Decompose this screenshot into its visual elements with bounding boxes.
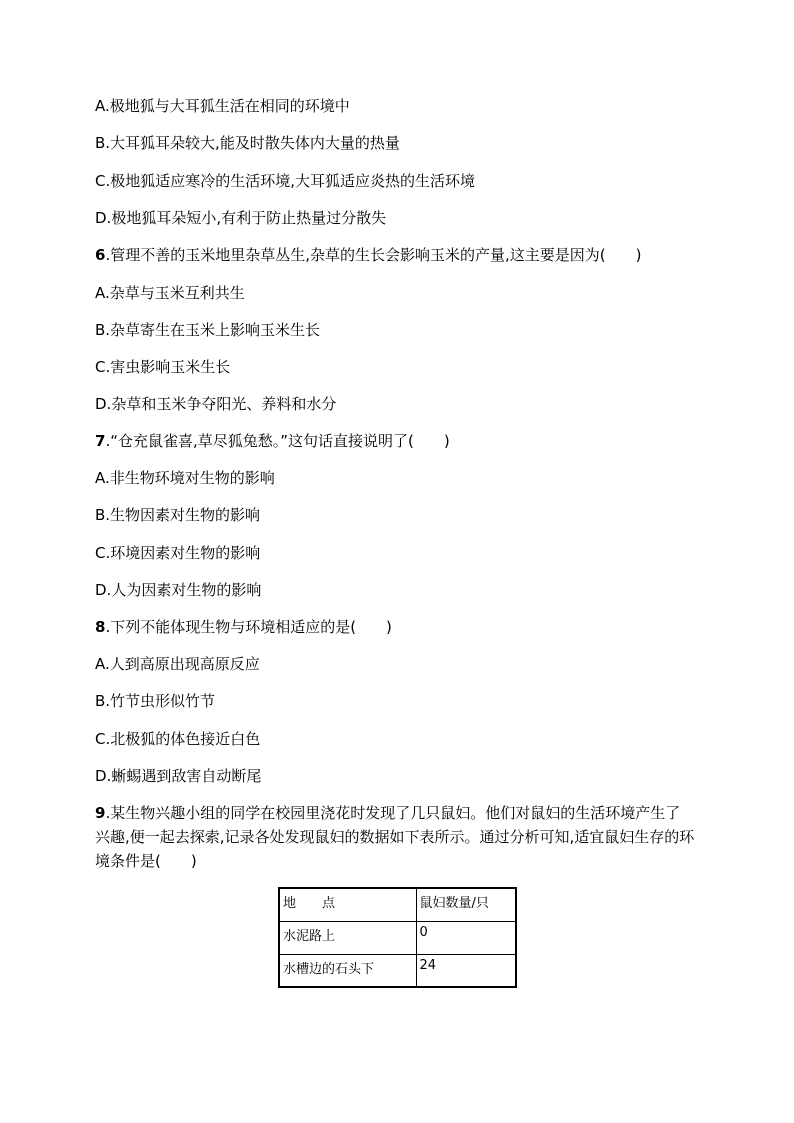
table-cell-count: 24 xyxy=(416,954,516,987)
q6-stem xyxy=(95,245,641,265)
q8-stem xyxy=(95,617,392,637)
q6-option-d: D.杂草和玉米争夺阳光、养料和水分 xyxy=(95,395,337,413)
q5-option-d: D.极地狐耳朵短小,有利于防止热量过分散失 xyxy=(95,209,387,227)
table-cell-location: 水泥路上 xyxy=(279,921,416,954)
q9-stem xyxy=(95,801,695,873)
table-header-row xyxy=(279,888,516,921)
table-row xyxy=(279,921,516,954)
table-cell-location: 水槽边的石头下 xyxy=(279,954,416,987)
q7-text: .“仓充鼠雀喜,草尽狐兔愁。”这句话直接说明了( ) xyxy=(105,432,450,450)
q7-option-b: B.生物因素对生物的影响 xyxy=(95,506,261,524)
q7-option-c: C.环境因素对生物的影响 xyxy=(95,544,261,562)
q6-option-b: B.杂草寄生在玉米上影响玉米生长 xyxy=(95,321,321,339)
table-header-count: 鼠妇数量/只 xyxy=(416,888,516,921)
q6-option-c: C.害虫影响玉米生长 xyxy=(95,358,231,376)
q9-number: 9 xyxy=(95,804,106,822)
q8-option-b: B.竹节虫形似竹节 xyxy=(95,692,216,710)
q8-number: 8 xyxy=(95,618,106,636)
q9-text: .某生物兴趣小组的同学在校园里浇花时发现了几只鼠妇。他们对鼠妇的生活环境产生了兴趣,便一起去探索,记录各处发现鼠妇的数据如下表所示。通过分析可知,适宜鼠妇生存的环境条件是( ) xyxy=(95,804,695,870)
woodlouse-count-table xyxy=(278,887,517,988)
q7-number: 7 xyxy=(95,432,106,450)
q8-text: .下列不能体现生物与环境相适应的是( ) xyxy=(105,618,392,636)
q5-option-c: C.极地狐适应寒冷的生活环境,大耳狐适应炎热的生活环境 xyxy=(95,172,476,190)
q6-option-a: A.杂草与玉米互利共生 xyxy=(95,284,245,302)
table-cell-count: 0 xyxy=(416,921,516,954)
q8-option-d: D.蜥蜴遇到敌害自动断尾 xyxy=(95,767,262,785)
q8-option-c: C.北极狐的体色接近白色 xyxy=(95,730,261,748)
q7-stem xyxy=(95,431,450,451)
q5-option-b: B.大耳狐耳朵较大,能及时散失体内大量的热量 xyxy=(95,134,400,152)
q5-option-a: A.极地狐与大耳狐生活在相同的环境中 xyxy=(95,97,350,115)
q7-option-a: A.非生物环境对生物的影响 xyxy=(95,469,275,487)
q6-text: .管理不善的玉米地里杂草丛生,杂草的生长会影响玉米的产量,这主要是因为( ) xyxy=(105,246,642,264)
table-header-location: 地 点 xyxy=(279,888,416,921)
q7-option-d: D.人为因素对生物的影响 xyxy=(95,581,262,599)
q8-option-a: A.人到高原出现高原反应 xyxy=(95,655,260,673)
q6-number: 6 xyxy=(95,246,106,264)
table-row xyxy=(279,954,516,987)
